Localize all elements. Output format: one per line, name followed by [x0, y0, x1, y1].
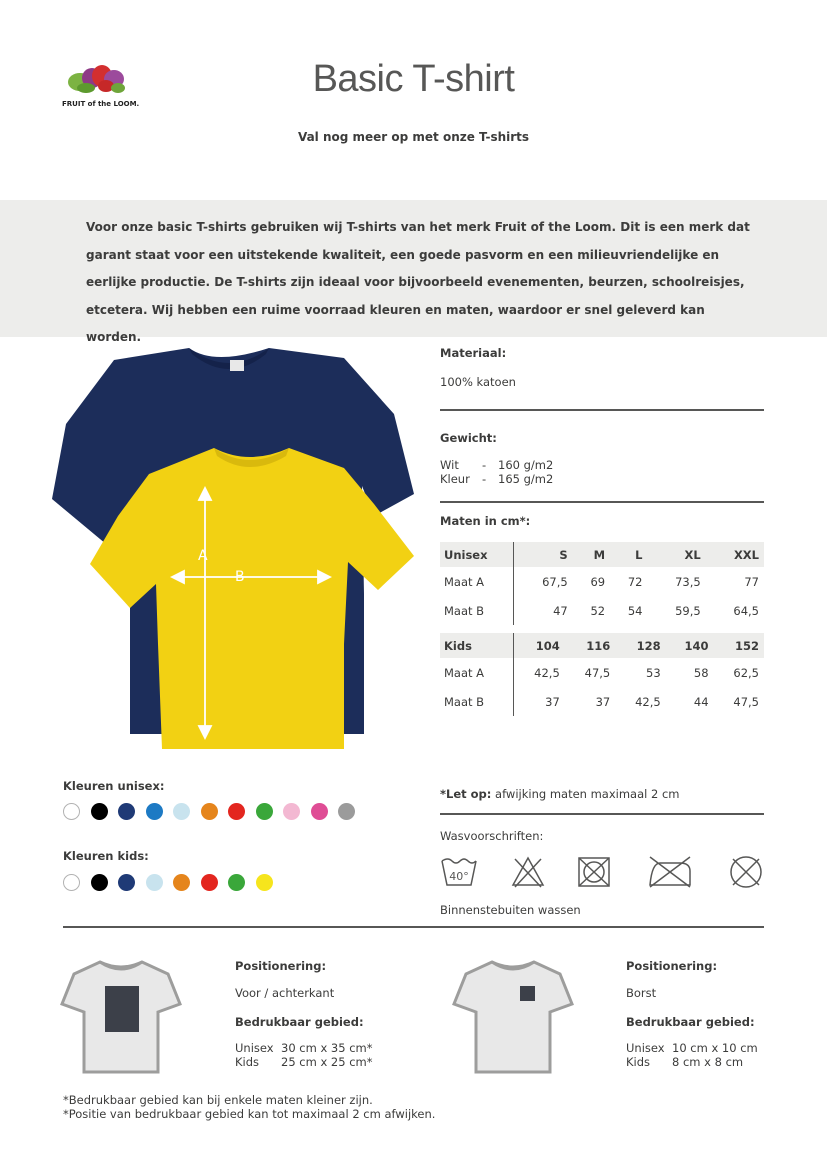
- color-swatch: [146, 874, 163, 891]
- weight-row: Wit - 160 g/m2: [440, 458, 554, 472]
- list-item: Kids 25 cm x 25 cm*: [235, 1055, 373, 1069]
- divider: [440, 813, 764, 815]
- footnote: *Positie van bedrukbaar gebied kan tot maximaal 2 cm afwijken.: [63, 1107, 436, 1121]
- washing-text: Binnenstebuiten wassen: [440, 903, 581, 917]
- front-area-label: Bedrukbaar gebied:: [235, 1015, 364, 1029]
- list-item: Kids 8 cm x 8 cm: [626, 1055, 744, 1069]
- color-swatch: [228, 874, 245, 891]
- color-swatch: [256, 803, 273, 820]
- table-header-row: Unisex S M L XL XXL: [440, 542, 764, 567]
- intro-text: Voor onze basic T-shirts gebruiken wij T-shirts van het merk Fruit of the Loom. Dit is een merk dat garant staat voor een uitstekende kwaliteit, een goede pasvorm en een milieuvriendelijke en eerlijke productie. De T-shirts zijn ideaal voor bijvoorbeeld evenementen, beurzen, schoolreisjes, etcetera. Wij hebben een ruime voorraad kleuren en maten, waardoor er snel geleverd kan worden.: [86, 220, 750, 344]
- page-title: Basic T-shirt: [312, 58, 515, 100]
- wash-temperature: 40°: [449, 870, 469, 883]
- color-swatch: [118, 803, 135, 820]
- color-swatch: [146, 803, 163, 820]
- size-note-text: afwijking maten maximaal 2 cm: [495, 787, 680, 801]
- chest-print-area: [520, 986, 535, 1001]
- color-swatch: [283, 803, 300, 820]
- color-swatch: [201, 874, 218, 891]
- kids-color-swatches: [63, 874, 383, 894]
- color-swatch: [173, 803, 190, 820]
- divider: [440, 409, 764, 411]
- list-item: Unisex 30 cm x 35 cm*: [235, 1041, 373, 1055]
- weight-row: Kleur - 165 g/m2: [440, 472, 554, 486]
- table-header-row: Kids 104 116 128 140 152: [440, 633, 764, 658]
- table-row: Maat B 37 37 42,5 44 47,5: [440, 687, 764, 716]
- color-swatch: [173, 874, 190, 891]
- list-item: Unisex 10 cm x 10 cm: [626, 1041, 758, 1055]
- divider: [440, 501, 764, 503]
- color-swatch: [63, 803, 80, 820]
- weight-label: Gewicht:: [440, 431, 497, 445]
- no-iron-icon: [646, 855, 694, 889]
- color-swatch: [338, 803, 355, 820]
- chest-pos-label: Positionering:: [626, 959, 718, 973]
- kids-size-table: [440, 633, 764, 716]
- chest-pos-value: Borst: [626, 986, 657, 1000]
- tshirt-label-icon: [230, 360, 244, 371]
- kids-colors-label: Kleuren kids:: [63, 849, 149, 863]
- table-row: Maat B 47 52 54 59,5 64,5: [440, 596, 764, 625]
- color-swatch: [256, 874, 273, 891]
- section-divider: [63, 926, 764, 928]
- unisex-size-table: [440, 542, 764, 625]
- color-swatch: [228, 803, 245, 820]
- front-pos-value: Voor / achterkant: [235, 986, 335, 1000]
- material-value: 100% katoen: [440, 375, 516, 389]
- page-subtitle: Val nog meer op met onze T-shirts: [297, 130, 530, 144]
- front-print-shirt: [60, 958, 182, 1076]
- color-swatch: [118, 874, 135, 891]
- table-row: Maat A 67,5 69 72 73,5 77: [440, 567, 764, 596]
- washing-label: Wasvoorschriften:: [440, 829, 544, 843]
- unisex-colors-label: Kleuren unisex:: [63, 779, 165, 793]
- wash-40-icon: [440, 855, 478, 889]
- size-note: [440, 787, 680, 801]
- front-print-area: [105, 986, 139, 1032]
- no-bleach-icon: [511, 855, 545, 889]
- chest-area-list: [626, 1041, 758, 1069]
- color-swatch: [63, 874, 80, 891]
- size-note-label: *Let op:: [440, 787, 492, 801]
- front-area-list: [235, 1041, 373, 1069]
- no-tumble-dry-icon: [577, 855, 611, 889]
- weight-list: [440, 458, 553, 486]
- color-swatch: [201, 803, 218, 820]
- chest-print-shirt: [452, 958, 574, 1076]
- tshirt-illustration: [44, 344, 424, 756]
- table-row: Maat A 42,5 47,5 53 58 62,5: [440, 658, 764, 687]
- brand-logo-text: FRUIT of the LOOM.: [62, 100, 140, 108]
- footnote: *Bedrukbaar gebied kan bij enkele maten kleiner zijn.: [63, 1093, 373, 1107]
- footnotes: [63, 1093, 435, 1121]
- no-dry-clean-icon: [728, 855, 764, 889]
- material-label: Materiaal:: [440, 346, 507, 360]
- color-swatch: [311, 803, 328, 820]
- color-swatch: [91, 803, 108, 820]
- front-pos-label: Positionering:: [235, 959, 327, 973]
- sizes-label: Maten in cm*:: [440, 514, 531, 528]
- measure-label-b: B: [235, 569, 245, 585]
- chest-area-label: Bedrukbaar gebied:: [626, 1015, 755, 1029]
- color-swatch: [91, 874, 108, 891]
- measure-label-a: A: [198, 548, 208, 564]
- unisex-color-swatches: [63, 803, 383, 823]
